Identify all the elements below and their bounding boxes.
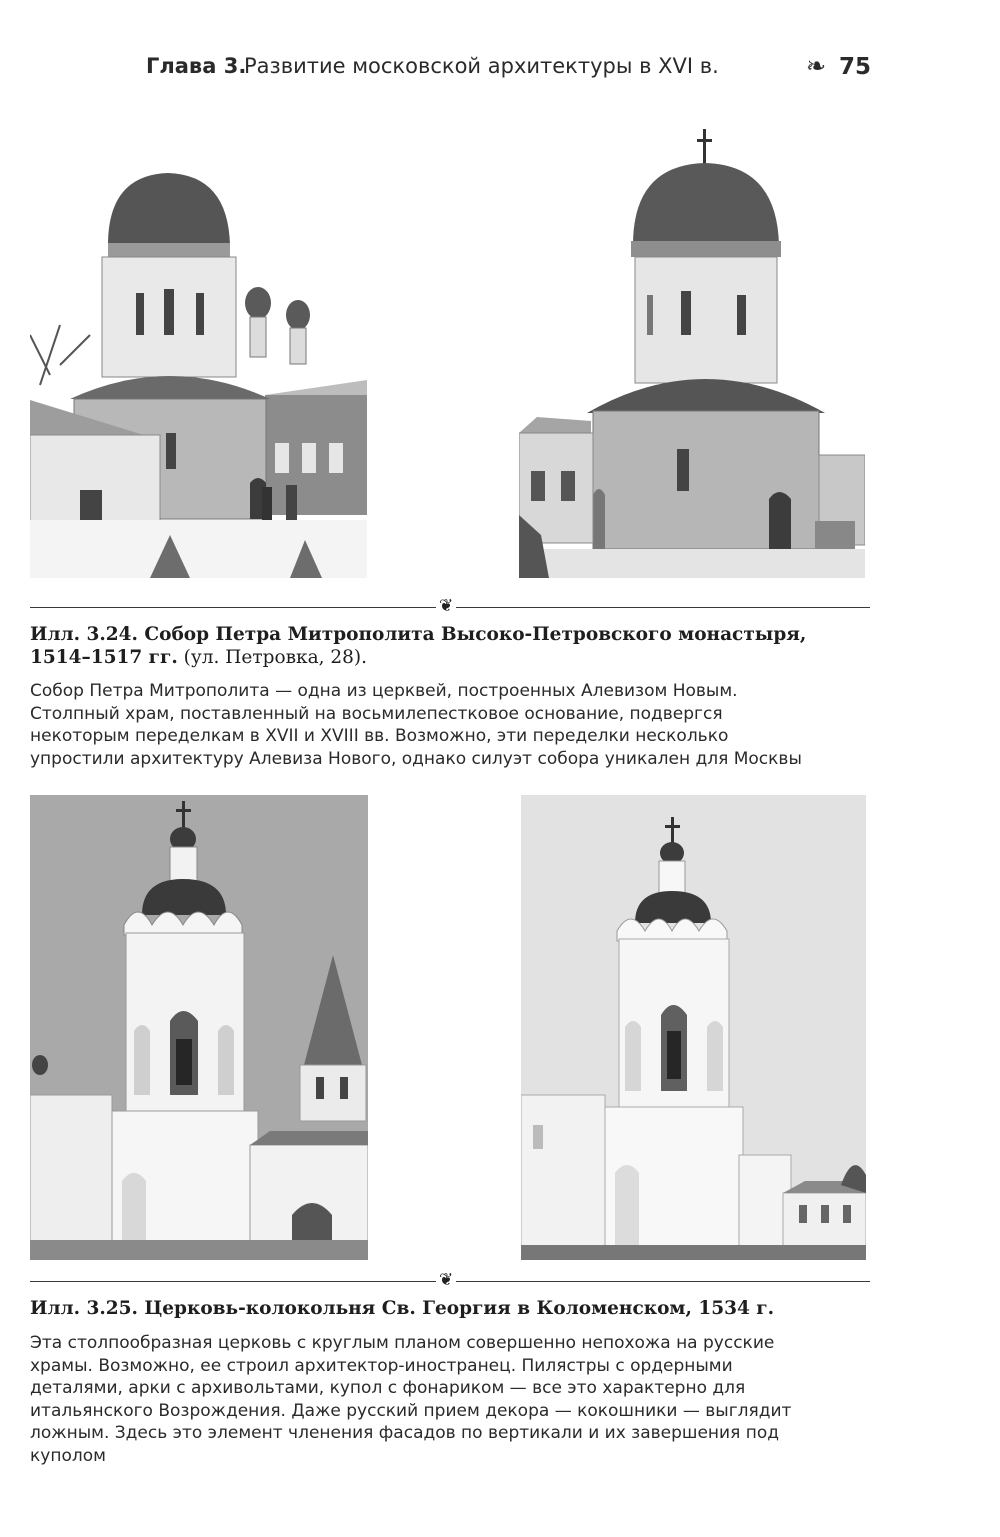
chapter-label: Глава 3. — [146, 54, 247, 78]
figure-description-3-25 — [30, 1332, 875, 1467]
figure-caption-3-25 — [30, 1297, 875, 1320]
caption-title: Илл. 3.24. Собор Петра Митрополита Высоко-Петровского монастыря, — [30, 624, 807, 645]
caption-title: Илл. 3.25. Церковь-колокольня Св. Георгия в Коломенском, 1534 г. — [30, 1298, 775, 1319]
fleuron-icon: ❧ — [806, 52, 827, 80]
photo-st-george-belltower-right — [521, 795, 866, 1260]
divider-ornament-icon: ❦ — [436, 597, 456, 615]
description-line: Столпный храм, поставленный на восьмилепестковое основание, подвергся — [30, 703, 723, 724]
figure-description-3-24 — [30, 680, 875, 770]
caption-address: (ул. Петровка, 28). — [177, 647, 367, 668]
description-line: храмы. Возможно, ее строил архитектор-иностранец. Пилястры с ордерными — [30, 1355, 733, 1376]
page-number: 75 — [839, 54, 872, 80]
running-title: Развитие московской архитектуры в XVI в. — [244, 54, 719, 78]
description-line: Эта столпообразная церковь с круглым планом совершенно непохожа на русские — [30, 1333, 775, 1353]
caption-dates: 1514–1517 гг. — [30, 647, 178, 668]
description-line: куполом — [30, 1445, 106, 1466]
description-line: ложным. Здесь это элемент членения фасадов по вертикали и их завершения под — [30, 1423, 779, 1443]
description-line: Собор Петра Митрополита — одна из церквей, построенных Алевизом Новым. — [30, 681, 738, 701]
photo-peter-cathedral-right — [519, 125, 865, 578]
photo-peter-cathedral-left — [30, 125, 367, 578]
divider-ornament-icon: ❦ — [436, 1271, 456, 1289]
figure-caption-3-24 — [30, 623, 875, 669]
description-line: некоторым переделкам в XVII и XVIII вв. Возможно, эти переделки несколько — [30, 726, 729, 746]
description-line: упростили архитектуру Алевиза Нового, однако силуэт собора уникален для Москвы — [30, 748, 802, 769]
description-line: итальянского Возрождения. Даже русский прием декора — кокошники — выглядит — [30, 1400, 792, 1421]
photo-st-george-belltower-left — [30, 795, 368, 1260]
description-line: деталями, арки с архивольтами, купол с фонариком — все это характерно для — [30, 1378, 746, 1398]
